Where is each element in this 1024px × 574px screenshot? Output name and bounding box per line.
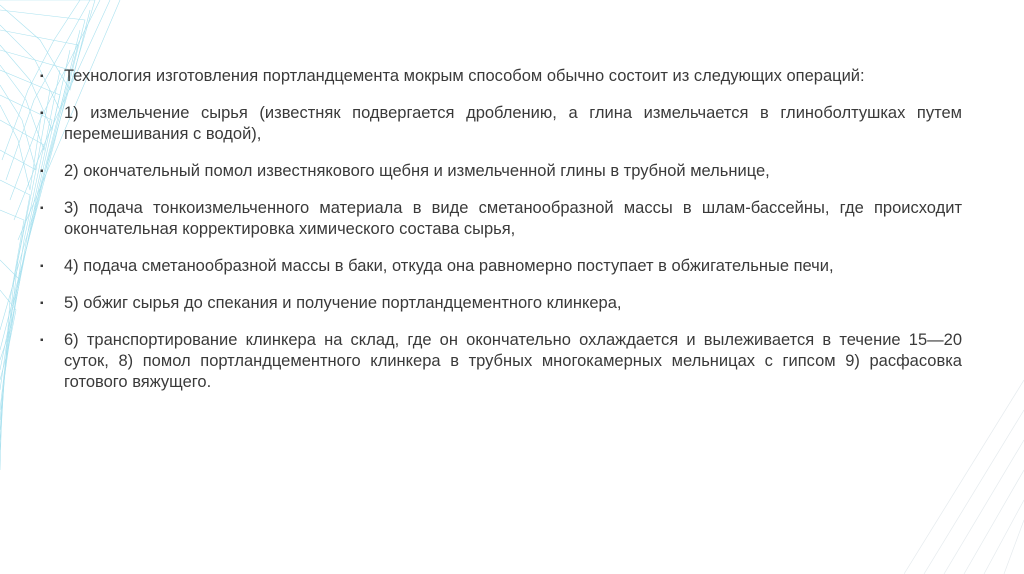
list-item	[40, 293, 962, 314]
bullet-icon: ▪	[40, 298, 44, 309]
bullet-icon: ▪	[40, 335, 44, 346]
bullet-icon: ▪	[40, 203, 44, 214]
bullet-icon: ▪	[40, 261, 44, 272]
list-item-text: 3) подача тонкоизмельченного материала в виде сметанообразной массы в шлам-бассейны, где происходит окончательная корректировка химического состава сырья,	[64, 199, 962, 238]
list-item-text: 2) окончательный помол известнякового щебня и измельченной глины в трубной мельнице,	[64, 162, 770, 180]
list-item	[40, 330, 962, 393]
list-item-text: 4) подача сметанообразной массы в баки, откуда она равномерно поступает в обжигательные печи,	[64, 257, 834, 275]
bullet-list	[40, 66, 962, 409]
list-item	[40, 198, 962, 240]
bullet-icon: ▪	[40, 108, 44, 119]
list-item-text: 5) обжиг сырья до спекания и получение портландцементного клинкера,	[64, 294, 622, 312]
bullet-icon: ▪	[40, 71, 44, 82]
list-item-text: 1) измельчение сырья (известняк подвергается дроблению, а глина измельчается в глиноболтушках путем перемешивания с водой),	[64, 104, 962, 143]
list-item	[40, 66, 962, 87]
list-item	[40, 161, 962, 182]
list-item-text: Технология изготовления портландцемента мокрым способом обычно состоит из следующих операций:	[64, 67, 865, 85]
list-item	[40, 256, 962, 277]
list-item-text: 6) транспортирование клинкера на склад, где он окончательно охлаждается и вылеживается в течение 15—20 суток, 8) помол портландцементного клинкера в трубных многокамерных мельницах с гипсом 9) расфасовка готового вяжущего.	[64, 331, 962, 391]
bullet-icon: ▪	[40, 166, 44, 177]
list-item	[40, 103, 962, 145]
